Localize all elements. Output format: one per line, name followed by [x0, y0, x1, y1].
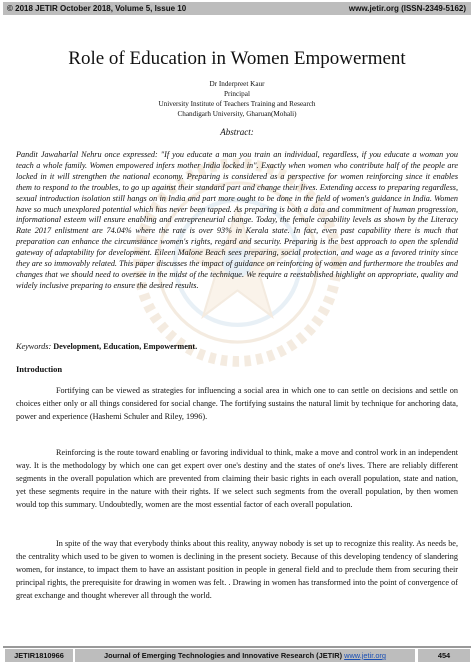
author-position: Principal: [224, 90, 250, 98]
running-header: [0, 0, 474, 18]
author-block: [0, 79, 474, 119]
abstract-heading: Abstract:: [220, 127, 254, 137]
header-issue-info: © 2018 JETIR October 2018, Volume 5, Issue 10: [7, 4, 187, 13]
keywords-value: Development, Education, Empowerment.: [53, 342, 198, 351]
intro-paragraph-2: Reinforcing is the route toward enabling or favoring individual to think, make a move and control work in an independent way. It is the methodology by which one can get expert over one's destiny and the states of one's lives. There are reliably different segments in the overall population which are prevented from claiming their basic rights in each overall population, state and nation, yet these segments require in the nature with their rights. If we select such segments from the overall population, by then women would top this summary. Undoubtedly, women are the most essential factor of each overall population.: [16, 448, 458, 509]
paper-title: Role of Education in Women Empowerment: [68, 48, 406, 69]
author-name: Dr Inderpreet Kaur: [209, 80, 265, 88]
author-affiliation: University Institute of Teachers Training and Research: [158, 100, 316, 108]
footer-rule: [3, 646, 471, 648]
running-footer: [0, 646, 474, 664]
header-website-issn: www.jetir.org (ISSN-2349-5162): [348, 4, 466, 13]
footer-article-id: JETIR1810966: [5, 649, 73, 662]
footer-journal: [75, 649, 415, 662]
keywords-label: Keywords:: [16, 342, 52, 351]
footer-website-link[interactable]: www.jetir.org: [344, 651, 387, 660]
introduction-heading: Introduction: [16, 364, 63, 374]
footer-journal-name: Journal of Emerging Technologies and Innovative Research (JETIR): [103, 651, 343, 660]
abstract-text: Pandit Jawaharlal Nehru once expressed: "If you educate a man you train an individual, regardless, if you educate a woman you teach a whole family. Women empowered infers mother India locked in". Exactly when women who contribute half of the people are locked in it will strengthen the national economy. Preparing is considered as a perspective for women reinforcing since it enables them to respond to the troubles, to go up against their standard part and change their lives. Extending access to preparing regardless, sexual introduction isolation still hangs on in India and part more ought to be done in the field of women's guidance in India. Women have so much unexplored potential which has never been tapped. As preparing is both a data and commitment of human progression, informational esteem will ensure enabling and entrepreneurial change. Today, the female capability levels as shown by the Literacy Rate 2017 enlistment are 74.04% where the rate is over 93% in Kerala state. In fact, even past capability there is much that preparation can enhance the circumstance women's rights, regard and security. Preparing is the best approach to open the splendid gateway of adaptability for development. Eileen Malone Beach sees preparing, social protection, and wage as a favored trinity since they are so immovably related. This paper discusses the impact of guidance on reinforcing of women and furthermore the troubles and changes that we should need to oversee in the midst of the technique. We require a reestablished highlight on appropriate, quality and widely inclusive preparing to ensure the desired results.: [16, 150, 458, 290]
footer-page-number: 454: [418, 649, 470, 662]
intro-paragraph-1: Fortifying can be viewed as strategies for influencing a social area in which one to can settle on decisions and settle on choices either only or all things considered for social change. The fortifying sustains the natural limit by technique for anchoring data, power and experience (Hashemi Schuler and Riley, 1996).: [16, 386, 458, 421]
author-location: Chandigarh University, Gharuan(Mohali): [177, 110, 297, 118]
keywords-line: [16, 341, 197, 352]
intro-paragraph-3: In spite of the way that everybody thinks about this reality, anyway nobody is set up to recognize this reality. As needs be, the centrality which used to be given to women is declining in the present society. Because of this developing tendency of slandering women, for instance, to impact them to have an assistant position in people in general field and to preclude them from securing their principal rights, the prerequisite for drawing in women was felt. . Drawing in women has transformed into the point of convergence of great exchange and thought wherever all through the world.: [16, 539, 458, 600]
